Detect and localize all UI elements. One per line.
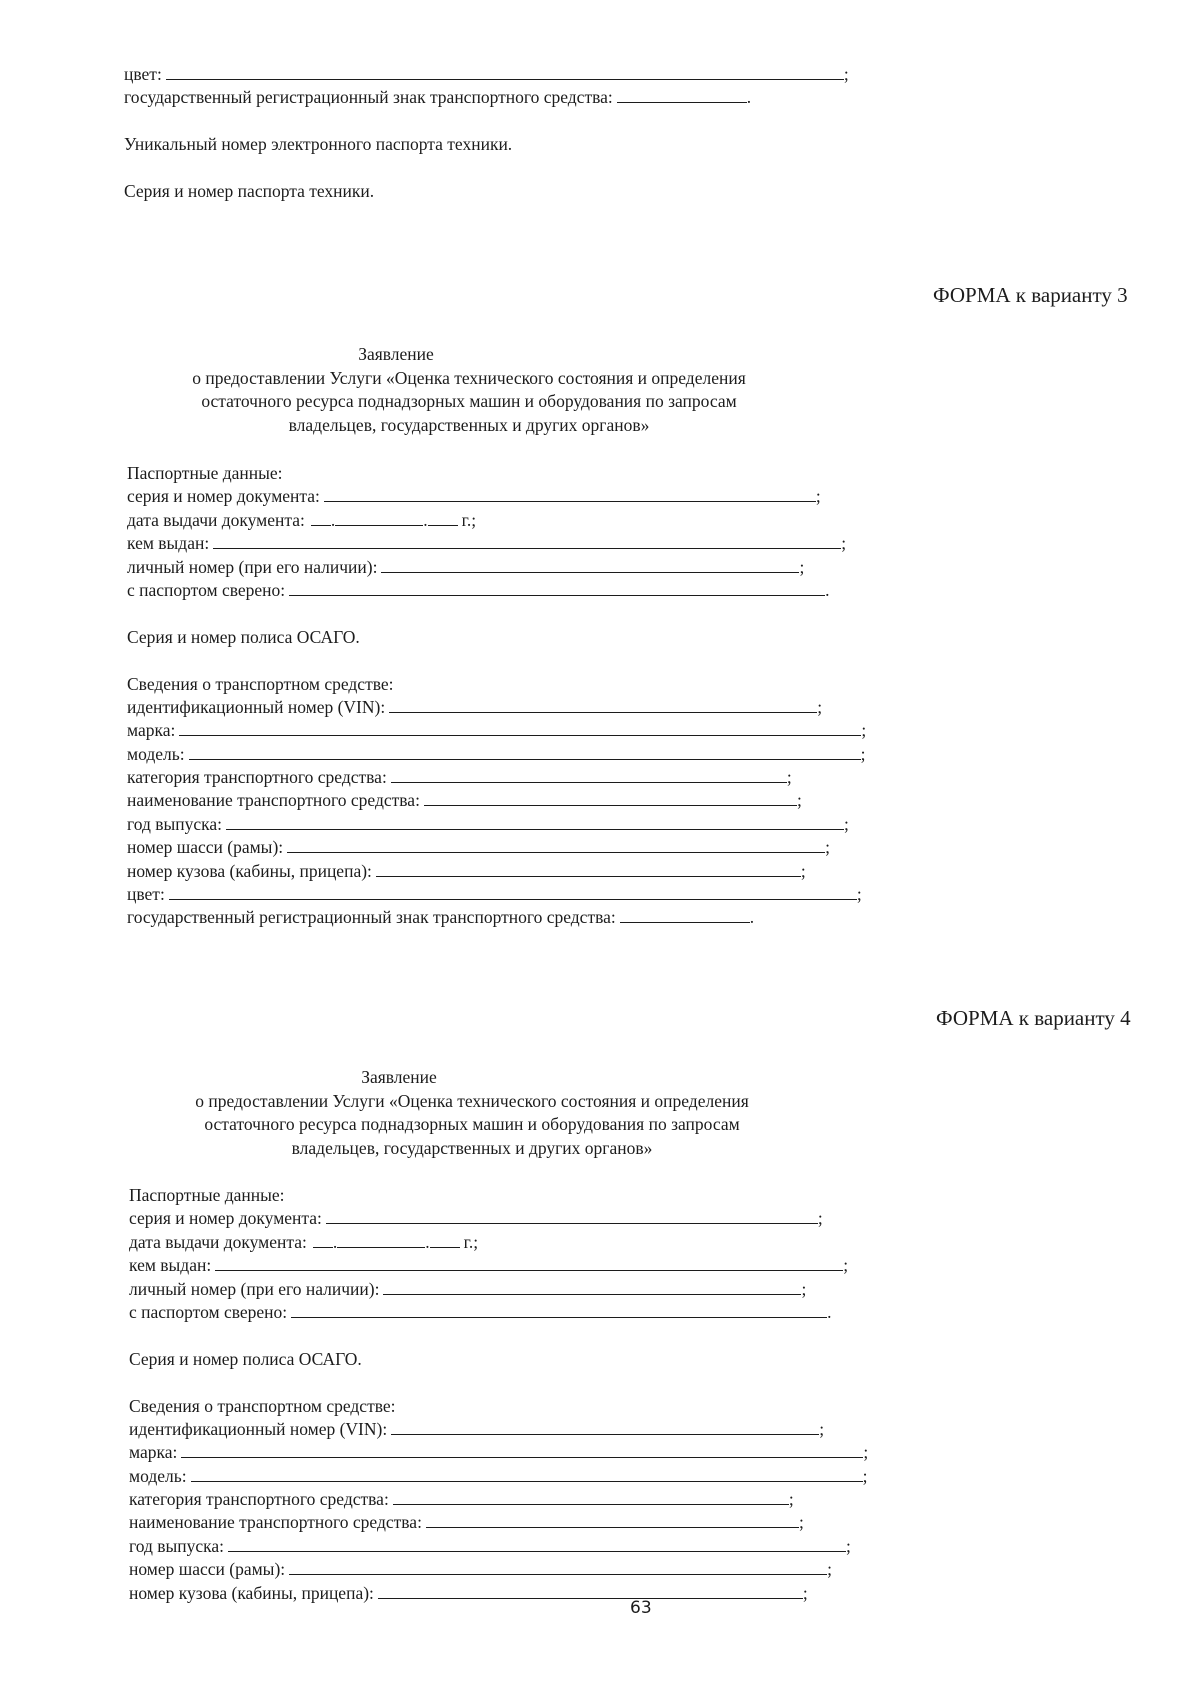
- semicolon: ;: [844, 813, 849, 834]
- semicolon: ;: [825, 837, 831, 858]
- form3-passport-title: Паспортные данные:: [127, 463, 283, 483]
- form3-verified-label: с паспортом сверено:: [127, 579, 286, 600]
- form4-name-label: наименование транспортного средства:: [129, 1512, 422, 1533]
- semicolon: ;: [796, 790, 802, 811]
- form3-vin-label: идентификационный номер (VIN):: [127, 696, 386, 717]
- date-dot: .: [332, 1231, 338, 1252]
- semicolon: ;: [800, 860, 806, 881]
- form3-verified-row: [127, 579, 866, 602]
- form4-verified-blank[interactable]: [291, 1301, 827, 1318]
- reg-sign-blank[interactable]: [617, 86, 747, 103]
- semicolon: ;: [827, 1559, 833, 1580]
- form4-brand-row: [129, 1441, 868, 1464]
- form3-chassis-blank[interactable]: [287, 836, 825, 853]
- form4-issued-by-blank[interactable]: [215, 1254, 843, 1271]
- form4-chassis-row: [129, 1558, 868, 1581]
- reg-sign-label: государственный регистрационный знак транспортного средства:: [124, 87, 613, 108]
- form4-body: [129, 1184, 868, 1605]
- form3-doc-number-label: серия и номер документа:: [127, 486, 320, 507]
- form3-date-day-blank[interactable]: [311, 509, 331, 526]
- form4-name-blank[interactable]: [426, 1511, 799, 1528]
- form3-doc-date-row: [127, 509, 866, 532]
- semicolon: ;: [799, 556, 805, 577]
- form3-vin-blank[interactable]: [389, 696, 817, 713]
- form3-verified-blank[interactable]: [289, 579, 825, 596]
- form3-brand-blank[interactable]: [179, 719, 861, 736]
- form4-doc-number-blank[interactable]: [326, 1207, 818, 1224]
- form4-doc-date-row: [129, 1231, 868, 1254]
- color-blank[interactable]: [166, 63, 844, 80]
- form3-doc-date-label: дата выдачи документа:: [127, 509, 305, 530]
- form3-body-label: номер кузова (кабины, прицепа):: [127, 860, 372, 881]
- form3-heading-line3: остаточного ресурса поднадзорных машин и оборудования по запросам: [201, 391, 737, 412]
- semicolon: ;: [802, 1582, 808, 1603]
- semicolon: ;: [817, 696, 823, 717]
- form3-doc-number-blank[interactable]: [324, 485, 816, 502]
- semicolon: ;: [801, 1278, 807, 1299]
- form3-category-blank[interactable]: [391, 766, 787, 783]
- form4-body-row: [129, 1582, 868, 1605]
- form4-year-suffix: г.;: [463, 1231, 479, 1252]
- form4-doc-number-label: серия и номер документа:: [129, 1208, 322, 1229]
- form4-category-label: категория транспортного средства:: [129, 1489, 389, 1510]
- form4-heading: [127, 1066, 817, 1160]
- form3-osago: Серия и номер полиса ОСАГО.: [127, 626, 360, 647]
- form3-personal-number-blank[interactable]: [381, 556, 799, 573]
- form3-brand-label: марка:: [127, 720, 176, 741]
- form3-name-label: наименование транспортного средства:: [127, 790, 420, 811]
- form4-title: ФОРМА к варианту 4: [936, 1006, 1131, 1030]
- form4-date-day-blank[interactable]: [313, 1231, 333, 1248]
- form3-issued-by-blank[interactable]: [213, 532, 841, 549]
- form3-body-blank[interactable]: [376, 860, 801, 877]
- form4-year-blank[interactable]: [228, 1535, 846, 1552]
- period: .: [825, 579, 830, 600]
- semicolon: ;: [819, 1418, 825, 1439]
- form4-issued-by-label: кем выдан:: [129, 1255, 212, 1276]
- form3-personal-number-row: [127, 556, 866, 579]
- form3-reg-sign-row: [127, 906, 866, 929]
- form4-heading-line1: Заявление: [361, 1067, 437, 1087]
- semicolon: ;: [856, 884, 862, 905]
- reg-sign-row: [124, 86, 849, 109]
- page-number: 63: [630, 1598, 652, 1618]
- form4-name-row: [129, 1511, 868, 1534]
- form4-brand-label: марка:: [129, 1442, 178, 1463]
- form3-year-row: [127, 813, 866, 836]
- color-row: [124, 63, 849, 86]
- semicolon: ;: [841, 533, 847, 554]
- form3-model-blank[interactable]: [189, 743, 861, 760]
- form3-issued-by-row: [127, 532, 866, 555]
- reg-sign-end: .: [746, 87, 752, 108]
- form4-passport-title: Паспортные данные:: [129, 1185, 285, 1205]
- semicolon: ;: [798, 1512, 804, 1533]
- form3-name-blank[interactable]: [424, 789, 797, 806]
- form3-vehicle-title: Сведения о транспортном средстве:: [127, 673, 394, 694]
- form3-reg-sign-label: государственный регистрационный знак транспортного средства:: [127, 907, 616, 928]
- semicolon: ;: [815, 486, 821, 507]
- form3-doc-number-row: [127, 485, 866, 508]
- form4-year-row: [129, 1535, 868, 1558]
- form3-vin-row: [127, 696, 866, 719]
- form4-doc-date-label: дата выдачи документа:: [129, 1231, 307, 1252]
- top-continuation: [124, 63, 849, 203]
- form4-doc-number-row: [129, 1207, 868, 1230]
- form3-model-row: [127, 743, 866, 766]
- form3-year-suffix: г.;: [461, 509, 477, 530]
- color-label: цвет:: [124, 64, 162, 84]
- form4-chassis-label: номер шасси (рамы):: [129, 1559, 286, 1580]
- form3-color-row: [127, 883, 866, 906]
- period: .: [749, 907, 755, 928]
- form3-category-row: [127, 766, 866, 789]
- form4-vin-row: [129, 1418, 868, 1441]
- form4-osago: Серия и номер полиса ОСАГО.: [129, 1348, 362, 1369]
- form4-heading-line3: остаточного ресурса поднадзорных машин и оборудования по запросам: [204, 1114, 740, 1135]
- form4-personal-number-blank[interactable]: [383, 1278, 801, 1295]
- form4-model-blank[interactable]: [191, 1465, 863, 1482]
- form3-title: ФОРМА к варианту 3: [933, 283, 1128, 307]
- form3-category-label: категория транспортного средства:: [127, 767, 387, 788]
- form3-heading-line1: Заявление: [358, 344, 434, 364]
- form4-heading-line2: о предоставлении Услуги «Оценка технического состояния и определения: [195, 1090, 749, 1111]
- form3-color-blank[interactable]: [169, 883, 857, 900]
- form4-date-month-blank[interactable]: [337, 1231, 425, 1248]
- form3-year-blank[interactable]: [226, 813, 844, 830]
- semicolon: ;: [786, 767, 792, 788]
- form3-personal-number-label: личный номер (при его наличии):: [127, 556, 378, 577]
- epts-text: Уникальный номер электронного паспорта техники.: [124, 134, 513, 155]
- semicolon: ;: [861, 720, 867, 741]
- date-dot: .: [423, 509, 428, 530]
- form4-chassis-blank[interactable]: [289, 1558, 827, 1575]
- date-dot: .: [425, 1231, 430, 1252]
- form4-date-year-blank[interactable]: [430, 1231, 460, 1248]
- form4-model-label: модель:: [129, 1465, 187, 1486]
- form4-verified-label: с паспортом сверено:: [129, 1301, 288, 1322]
- semicolon: ;: [843, 1255, 849, 1276]
- form3-name-row: [127, 789, 866, 812]
- form4-vehicle-title: Сведения о транспортном средстве:: [129, 1395, 396, 1416]
- semicolon: ;: [788, 1489, 794, 1510]
- form3-model-label: модель:: [127, 743, 185, 764]
- form3-date-year-blank[interactable]: [428, 509, 458, 526]
- color-end: ;: [843, 64, 849, 84]
- form4-category-row: [129, 1488, 868, 1511]
- semicolon: ;: [846, 1535, 851, 1556]
- form4-year-label: год выпуска:: [129, 1535, 225, 1556]
- form4-vin-label: идентификационный номер (VIN):: [129, 1418, 388, 1439]
- form4-issued-by-row: [129, 1254, 868, 1277]
- semicolon: ;: [863, 1442, 869, 1463]
- semicolon: ;: [817, 1208, 823, 1229]
- form3-chassis-row: [127, 836, 866, 859]
- form3-heading: [124, 343, 814, 437]
- form4-category-blank[interactable]: [393, 1488, 789, 1505]
- period: .: [827, 1301, 832, 1322]
- form4-personal-number-row: [129, 1278, 868, 1301]
- form4-brand-blank[interactable]: [181, 1441, 863, 1458]
- form4-personal-number-label: личный номер (при его наличии):: [129, 1278, 380, 1299]
- form3-heading-line2: о предоставлении Услуги «Оценка технического состояния и определения: [192, 367, 746, 388]
- form4-heading-line4: владельцев, государственных и других органов»: [291, 1137, 653, 1158]
- pts-text: Серия и номер паспорта техники.: [124, 180, 375, 201]
- date-dot: .: [330, 509, 336, 530]
- form3-issued-by-label: кем выдан:: [127, 533, 210, 554]
- form3-color-label: цвет:: [127, 884, 165, 905]
- form3-body: [127, 462, 866, 930]
- form3-date-month-blank[interactable]: [335, 509, 423, 526]
- form4-model-row: [129, 1465, 868, 1488]
- form4-vin-blank[interactable]: [391, 1418, 819, 1435]
- form3-brand-row: [127, 719, 866, 742]
- form3-reg-sign-blank[interactable]: [620, 906, 750, 923]
- form4-body-label: номер кузова (кабины, прицепа):: [129, 1582, 374, 1603]
- form3-body-row: [127, 860, 866, 883]
- form3-chassis-label: номер шасси (рамы):: [127, 837, 284, 858]
- form4-body-blank[interactable]: [378, 1582, 803, 1599]
- semicolon: ;: [860, 743, 866, 764]
- form3-year-label: год выпуска:: [127, 813, 223, 834]
- form3-heading-line4: владельцев, государственных и других органов»: [288, 414, 650, 435]
- form4-verified-row: [129, 1301, 868, 1324]
- semicolon: ;: [862, 1465, 868, 1486]
